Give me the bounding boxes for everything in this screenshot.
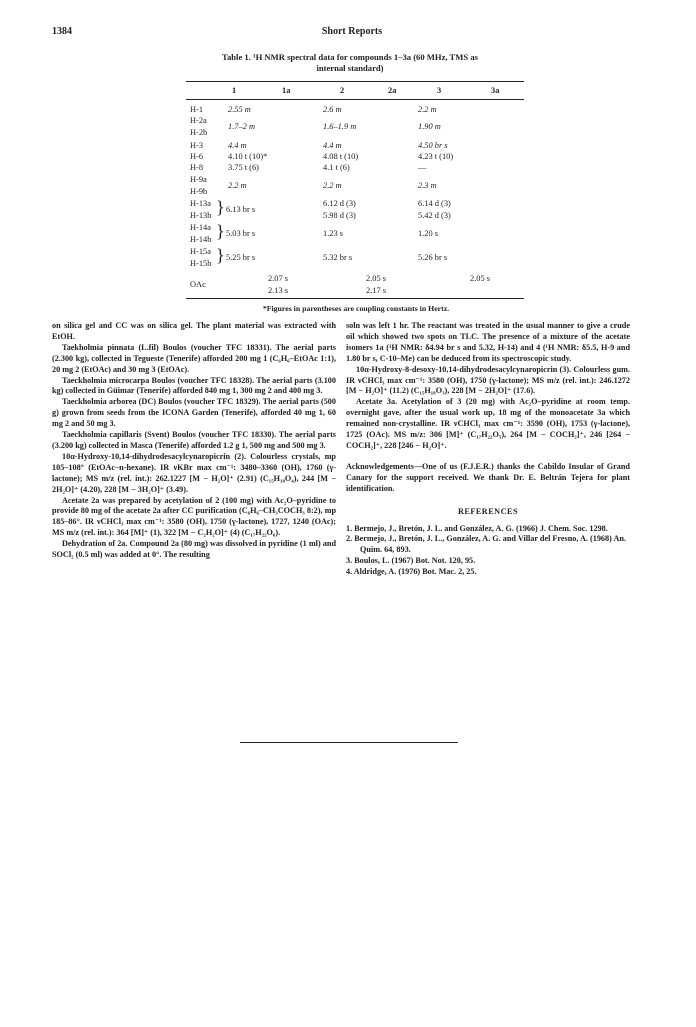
column-header-3a: 3a bbox=[491, 86, 500, 95]
reference-item: 1. Bermejo, J., Bretón, J. L. and González, A. G. (1966) J. Chem. Soc. 1298. bbox=[346, 523, 608, 533]
brace-h13: } bbox=[216, 197, 225, 217]
left-paragraph: Dehydration of 2a. Compound 2a (80 mg) was dissolved in pyridine (1 ml) and SOCl₂ (0.5 ml) was added at 0°. The resulting bbox=[52, 539, 336, 560]
right-paragraph: 10α-Hydroxy-8-desoxy-10,14-dihydrodesacylcynaropicrin (3). Colourless gum. IR νCHCl₃ max cm⁻¹: 3580 (OH), 1750 (γ-lactone); MS m/z (rel. int.): 246.1272 [M − H₂O]⁺ (11.2) (C₁₅H₁₈O₃), 228 [M − 2H₂O]⁺ (17.6). bbox=[346, 364, 630, 396]
column-header-1a: 1a bbox=[282, 86, 291, 95]
cell-h3-c1: 4.4 m bbox=[228, 141, 247, 150]
running-header bbox=[52, 26, 652, 40]
left-text-column bbox=[52, 321, 336, 561]
cell-oac-1a-b: 2.13 s bbox=[268, 286, 289, 295]
table-top-rule bbox=[186, 81, 524, 82]
cell-oac-3a: 2.05 s bbox=[470, 274, 491, 283]
right-paragraph: Acetate 3a. Acetylation of 3 (20 mg) with Ac₂O–pyridine at room temp. overnight gave, after the usual work up, 18 mg of the monoacetate 3a which remained non-crystalline. IR νCHCl₃ max cm⁻¹: 3590 (OH), 1753 (γ-lactone), 1725 (OAc). MS m/z: 306 [M]⁺ (C₁₇H₂₂O₅), 264 [M − COCH₂]⁺, 246 [264 − COCH₂]⁺, 228 [246 − H₂O]⁺. bbox=[346, 397, 630, 450]
end-rule bbox=[240, 742, 458, 743]
cell-h9-c3: 2.3 m bbox=[418, 181, 437, 190]
table-footnote: *Figures in parentheses are coupling constants in Hertz. bbox=[262, 304, 450, 313]
cell-h6-c2: 4.08 t (10) bbox=[323, 152, 359, 161]
cell-h13-c2b: 5.98 d (3) bbox=[323, 211, 356, 220]
right-text-column bbox=[346, 321, 630, 578]
row-label-oac: OAc bbox=[190, 280, 206, 289]
row-label-h15b: H-15b bbox=[190, 259, 212, 268]
brace-h15: } bbox=[216, 245, 225, 265]
cell-h1-c1: 2.55 m bbox=[228, 105, 251, 114]
column-header-2: 2 bbox=[340, 86, 345, 95]
cell-h13-c1: 6.13 br s bbox=[226, 205, 256, 214]
row-label-h14b: H-14b bbox=[190, 235, 212, 244]
cell-h2-c1: 1.7–2 m bbox=[228, 122, 255, 131]
left-paragraph: 10α-Hydroxy-10,14-dihydrodesacylcynaropicrin (2). Colourless crystals, mp 105–108° (EtOAc–n-hexane). IR νKBr max cm⁻¹: 3480–3360 (OH), 1760 (γ-lactone); MS m/z (rel. int.): 262.1227 [M − H₂O]⁺ (2.91) (C₁₅H₁₈O₄), 244 [M − 2H₂O]⁺ (4.20), 228 [M − 3H₂O]⁺ (3.49). bbox=[52, 451, 336, 494]
table-caption bbox=[170, 52, 530, 74]
cell-h6-c3: 4.23 t (10) bbox=[418, 152, 454, 161]
column-header-2a: 2a bbox=[388, 86, 397, 95]
row-label-h2a: H-2a bbox=[190, 116, 207, 125]
left-paragraph: Taekholmia pinnata (L.fil) Boulos (voucher TFC 18331). The aerial parts (2.300 kg), collected in Tegueste (Tenerife) afforded 200 mg 1 (C₆H₆–EtOAc 1:1), 20 mg 2 (EtOAc) and 30 mg 3 (EtOAc). bbox=[52, 342, 336, 374]
column-header-1: 1 bbox=[232, 86, 237, 95]
cell-h15-c1: 5.25 br s bbox=[226, 253, 256, 262]
cell-h1-c2: 2.6 m bbox=[323, 105, 342, 114]
row-label-h8: H-8 bbox=[190, 163, 204, 172]
row-label-h14a: H-14a bbox=[190, 223, 211, 232]
left-paragraph: Taeckholmia arborea (DC) Boulos (voucher TFC 18329). The aerial parts (500 g) grown from seeds from the ICONA Garden (Tenerife), afforded 40 mg 1, 60 mg 2 and 50 mg 3. bbox=[52, 397, 336, 429]
brace-h14: } bbox=[216, 221, 225, 241]
cell-h14-c3: 1.20 s bbox=[418, 229, 439, 238]
row-label-h3: H-3 bbox=[190, 141, 204, 150]
row-label-h1: H-1 bbox=[190, 105, 204, 114]
row-label-h13a: H-13a bbox=[190, 199, 211, 208]
cell-h2-c3: 1.90 m bbox=[418, 122, 441, 131]
reference-item: 2. Bermejo, J., Bretón, J. L., González, A. G. and Villar del Fresno, A. (1968) An. Quim. 64, 893. bbox=[346, 534, 626, 555]
cell-h14-c1: 5.03 br s bbox=[226, 229, 256, 238]
left-paragraph: Taeckholmia capillaris (Svent) Boulos (voucher TFC 18330). The aerial parts (3.200 kg) collected in Masca (Tenerife) afforded 1.2 g 1, 500 mg and 500 mg 3. bbox=[52, 430, 336, 450]
row-label-h6: H-6 bbox=[190, 152, 204, 161]
cell-h3-c3: 4.50 br s bbox=[418, 141, 448, 150]
cell-h8-c2: 4.1 t (6) bbox=[323, 163, 350, 172]
cell-h8-c1: 3.75 t (6) bbox=[228, 163, 259, 172]
row-label-h2b: H-2b bbox=[190, 128, 208, 137]
cell-h14-c2: 1.23 s bbox=[323, 229, 344, 238]
journal-section-title: Short Reports bbox=[321, 26, 383, 37]
references-heading: REFERENCES bbox=[457, 506, 519, 516]
cell-h13-c3a: 6.14 d (3) bbox=[418, 199, 451, 208]
cell-h1-c3: 2.2 m bbox=[418, 105, 437, 114]
cell-h2-c2: 1.6–1.9 m bbox=[323, 122, 357, 131]
cell-h15-c2: 5.32 br s bbox=[323, 253, 353, 262]
cell-h3-c2: 4.4 m bbox=[323, 141, 342, 150]
table-caption-line-1: Table 1. ¹H NMR spectral data for compounds 1–3a (60 MHz, TMS as bbox=[222, 52, 478, 62]
cell-h8-c3: — bbox=[418, 163, 427, 172]
cell-oac-2a-a: 2.05 s bbox=[366, 274, 387, 283]
left-paragraph: Taeckholmia microcarpa Boulos (voucher TFC 18328). The aerial parts (3.100 kg) collected in Güimar (Tenerife) afforded 840 mg 1, 300 mg 2 and 400 mg 3. bbox=[52, 375, 336, 396]
table-bottom-rule bbox=[186, 298, 524, 299]
acknowledgements: Acknowledgements—One of us (F.J.E.R.) thanks the Cabildo Insular of Grand Canary for the support received. We thank Dr. E. Beltrán Tejera for plant identification. bbox=[346, 461, 630, 493]
cell-h15-c3: 5.26 br s bbox=[418, 253, 448, 262]
row-label-h9b: H-9b bbox=[190, 187, 208, 196]
cell-h9-c1: 2.2 m bbox=[228, 181, 247, 190]
left-paragraph: Acetate 2a was prepared by acetylation of 2 (100 mg) with Ac₂O–pyridine to provide 80 mg of the acetate 2a after CC purification (C₆H₆–CH₃COCH₃ 8:2), mp 185–86°. IR νCHCl₃ max cm⁻¹: 3580 (OH), 1750 (γ-lactone), 1727, 1240 (OAc); MS m/z (rel. int.): 364 [M]⁺ (1), 322 [M − C₂H₂O]⁺ (4) (C₁₇H₂₂O₆). bbox=[52, 495, 336, 538]
column-header-3: 3 bbox=[437, 86, 442, 95]
table-header-rule bbox=[186, 99, 524, 100]
cell-h9-c2: 2.2 m bbox=[323, 181, 342, 190]
cell-oac-2a-b: 2.17 s bbox=[366, 286, 387, 295]
table-caption-line-2: internal standard) bbox=[316, 63, 384, 73]
page-number: 1384 bbox=[52, 26, 72, 37]
cell-h6-c1: 4.10 t (10)* bbox=[228, 152, 268, 161]
reference-item: 3. Boulos, L. (1967) Bot. Not. 120, 95. bbox=[346, 556, 476, 566]
cell-oac-1a-a: 2.07 s bbox=[268, 274, 289, 283]
cell-h13-c3b: 5.42 d (3) bbox=[418, 211, 451, 220]
row-label-h15a: H-15a bbox=[190, 247, 211, 256]
cell-h13-c2a: 6.12 d (3) bbox=[323, 199, 356, 208]
left-paragraph: on silica gel and CC was on silica gel. The plant material was extracted with EtOH. bbox=[52, 321, 336, 341]
row-label-h9a: H-9a bbox=[190, 175, 207, 184]
reference-item: 4. Aldridge, A. (1976) Bot. Mac. 2, 25. bbox=[346, 567, 477, 577]
row-label-h13b: H-13b bbox=[190, 211, 212, 220]
right-paragraph: soln was left 1 hr. The reactant was treated in the usual manner to give a crude oil which showed two spots on TLC. The presence of a mixture of the acetate isomers 1a (¹H NMR: δ4.94 br s and 5.32, H-14) and 4 (¹H NMR: δ5.5, H-9 and 1.80 br s, C-10–Me) can be deduced from its spectroscopic study. bbox=[346, 321, 630, 363]
